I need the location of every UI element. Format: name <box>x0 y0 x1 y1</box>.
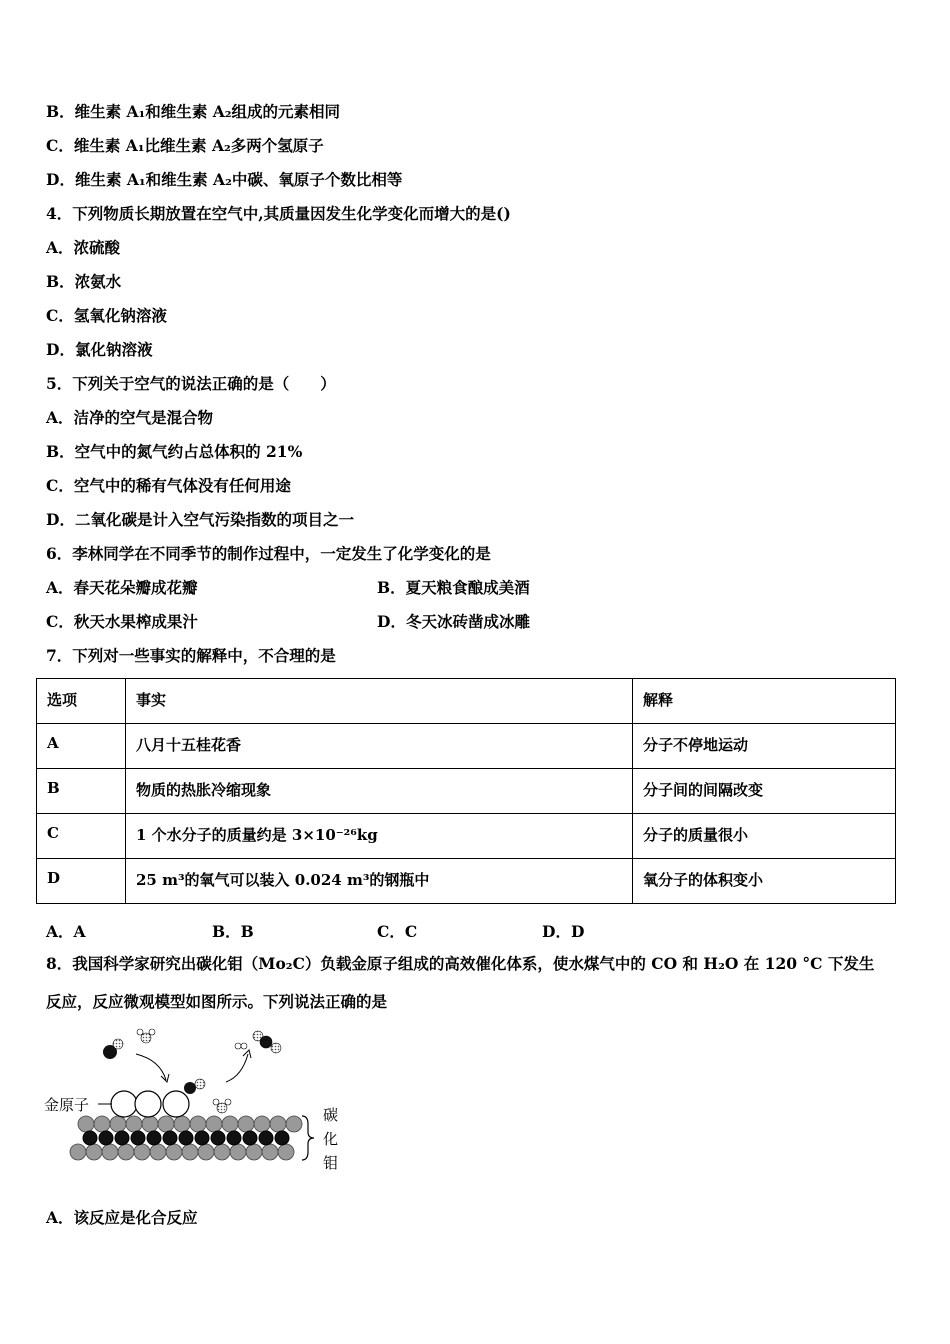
table-cell: 25 m³的氧气可以装入 0.024 m³的钢瓶中 <box>126 859 633 904</box>
table-header-cell: 事实 <box>126 679 633 724</box>
q6-option-b: B．夏天粮食酿成美酒 <box>377 578 530 597</box>
q4-option-d: D．氯化钠溶液 <box>46 340 153 359</box>
label-carbide-3: 钼 <box>323 1154 339 1172</box>
label-carbide-1: 碳 <box>323 1106 339 1124</box>
carbon-atom-row <box>83 1131 289 1145</box>
q7-stem: 7．下列对一些事实的解释中，不合理的是 <box>46 646 336 665</box>
q6-option-a: A．春天花朵瓣成花瓣 <box>46 578 198 597</box>
q4-stem: 4．下列物质长期放置在空气中,其质量因发生化学变化而增大的是() <box>46 204 511 223</box>
q4-option-c: C．氢氧化钠溶液 <box>46 306 167 325</box>
table-row <box>37 814 896 859</box>
table-row <box>37 859 896 904</box>
table-header-row <box>37 679 896 724</box>
q8-option-a: A．该反应是化合反应 <box>46 1208 198 1227</box>
label-carbide-2: 化 <box>323 1130 339 1148</box>
q4-option-b: B．浓氨水 <box>46 272 122 291</box>
molybdenum-atom-row-top <box>78 1116 302 1132</box>
q8-stem-line2: 反应，反应微观模型如图所示。下列说法正确的是 <box>46 992 388 1011</box>
gold-atoms <box>111 1091 189 1117</box>
q5-option-c: C．空气中的稀有气体没有任何用途 <box>46 476 291 495</box>
table-cell: 1 个水分子的质量约是 3×10⁻²⁶kg <box>126 814 633 859</box>
table-cell: A <box>37 724 126 769</box>
molybdenum-atom-row <box>70 1144 294 1160</box>
arrow-out-icon <box>226 1054 248 1082</box>
brace-icon <box>302 1116 314 1160</box>
table-cell: 氧分子的体积变小 <box>633 859 896 904</box>
water-molecule-icon <box>137 1029 155 1043</box>
q6-stem: 6．李林同学在不同季节的制作过程中，一定发生了化学变化的是 <box>46 544 491 563</box>
table-cell: B <box>37 769 126 814</box>
q7-option-a: A．A <box>46 922 86 941</box>
table-cell: D <box>37 859 126 904</box>
table-cell: 分子不停地运动 <box>633 724 896 769</box>
reaction-model-figure <box>40 1024 360 1174</box>
q4-option-a: A．浓硫酸 <box>46 238 121 257</box>
table-header-cell: 选项 <box>37 679 126 724</box>
product-molecules-icon <box>235 1031 281 1053</box>
table-cell: 八月十五桂花香 <box>126 724 633 769</box>
q5-option-a: A．洁净的空气是混合物 <box>46 408 214 427</box>
table-row <box>37 724 896 769</box>
q7-table <box>36 678 896 904</box>
q3-option-d: D．维生素 A₁和维生素 A₂中碳、氧原子个数比相等 <box>46 170 403 189</box>
q5-option-b: B．空气中的氮气约占总体积的 21% <box>46 442 303 461</box>
q7-option-b: B．B <box>212 922 254 941</box>
adsorbed-co-icon <box>184 1079 205 1094</box>
adsorbed-water-icon <box>213 1099 231 1113</box>
label-gold-atom: 金原子 <box>44 1096 90 1114</box>
q3-option-b: B．维生素 A₁和维生素 A₂组成的元素相同 <box>46 102 341 121</box>
co-molecule-icon <box>103 1039 123 1059</box>
q6-option-c: C．秋天水果榨成果汁 <box>46 612 198 631</box>
table-cell: 分子间的间隔改变 <box>633 769 896 814</box>
q3-option-c: C．维生素 A₁比维生素 A₂多两个氢原子 <box>46 136 324 155</box>
table-header-cell: 解释 <box>633 679 896 724</box>
table-cell: C <box>37 814 126 859</box>
q7-option-c: C．C <box>377 922 418 941</box>
q8-stem-line1: 8．我国科学家研究出碳化钼（Mo₂C）负载金原子组成的高效催化体系，使水煤气中的 CO 和 H₂O 在 120 °C 下发生 <box>46 954 875 973</box>
q6-option-d: D．冬天冰砖凿成冰雕 <box>377 612 530 631</box>
table-cell: 分子的质量很小 <box>633 814 896 859</box>
table-cell: 物质的热胀冷缩现象 <box>126 769 633 814</box>
q5-option-d: D．二氧化碳是计入空气污染指数的项目之一 <box>46 510 354 529</box>
table-row <box>37 769 896 814</box>
q5-stem: 5．下列关于空气的说法正确的是（ ） <box>46 374 336 393</box>
q7-option-d: D．D <box>542 922 585 941</box>
